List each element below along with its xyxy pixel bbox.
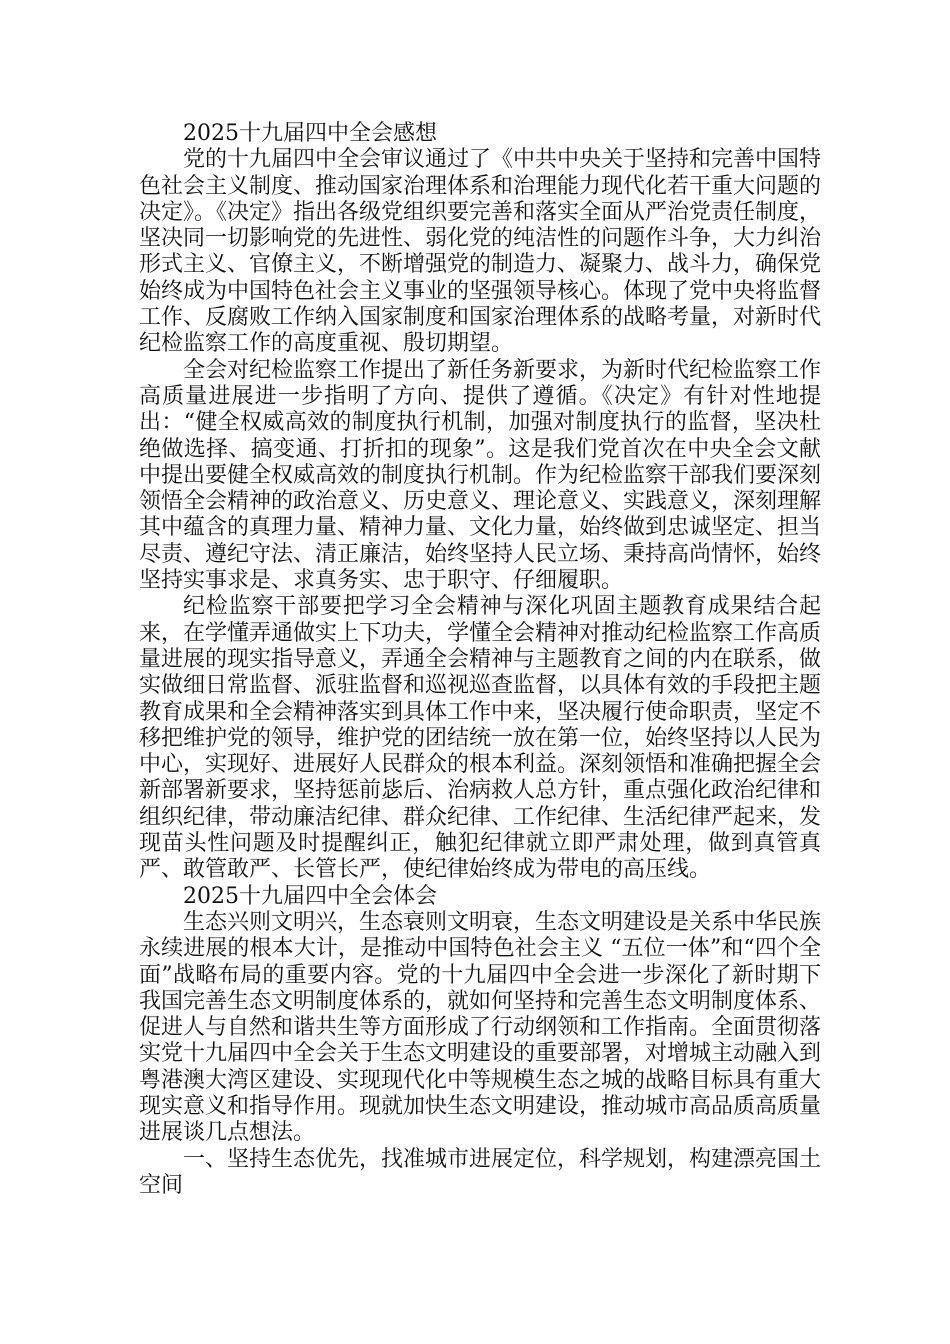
paragraph: 纪检监察干部要把学习全会精神与深化巩固主题教育成果结合起来，在学懂弄通做实上下功夫，学懂全会精神对推动纪检监察工作高质量进展的现实指导意义，弄通全会精神与主题教育之间的内在联系，做实做细日常监督、派驻监督和巡视巡查监督，以具体有效的手段把主题教育成果和全会精神落实到具体工作中来，坚决履行使命职责，坚定不移把维护党的领导，维护党的团结统一放在第一位，始终坚持以人民为中心，实现好、进展好人民群众的根本利益。深刻领悟和准确把握全会新部署新要求，坚持惩前毖后、治病救人总方针，重点强化政治纪律和组织纪律，带动廉洁纪律、群众纪律、工作纪律、生活纪律严起来，发现苗头性问题及时提醒纠正，触犯纪律就立即严肃处理，做到真管真严、敢管敢严、长管长严，使纪律始终成为带电的高压线。: [139, 594, 822, 883]
document-body: [139, 121, 821, 1199]
paragraph: 一、坚持生态优先，找准城市进展定位，科学规划，构建漂亮国土空间: [139, 1146, 822, 1198]
paragraph: 生态兴则文明兴，生态衰则文明衰，生态文明建设是关系中华民族永续进展的根本大计，是推动中国特色社会主义 “五位一体”和“四个全面”战略布局的重要内容。党的十九届四中全会进一步深化了新时期下我国完善生态文明制度体系的，就如何坚持和完善生态文明制度体系、促进人与自然和谐共生等方面形成了行动纲领和工作指南。全面贯彻落实党十九届四中全会关于生态文明建设的重要部署，对增城主动融入到粤港澳大湾区建设、实现现代化中等规模生态之城的战略目标具有重大现实意义和指导作用。现就加快生态文明建设，推动城市高品质高质量进展谈几点想法。: [139, 909, 822, 1146]
section-title-tihui: 2025十九届四中全会体会: [183, 883, 437, 909]
paragraph: 党的十九届四中全会审议通过了《中共中央关于坚持和完善中国特色社会主义制度、推动国家治理体系和治理能力现代化若干重大问题的决定》。《决定》指出各级党组织要完善和落实全面从严治党责任制度，坚决同一切影响党的先进性、弱化党的纯洁性的问题作斗争，大力纠治形式主义、官僚主义，不断增强党的制造力、凝聚力、战斗力，确保党始终成为中国特色社会主义事业的坚强领导核心。体现了党中央将监督工作、反腐败工作纳入国家制度和国家治理体系的战略考量，对新时代纪检监察工作的高度重视、殷切期望。: [139, 147, 822, 357]
paragraph: 全会对纪检监察工作提出了新任务新要求，为新时代纪检监察工作高质量进展进一步指明了方向、提供了遵循。《决定》有针对性地提出：“健全权威高效的制度执行机制，加强对制度执行的监督，坚决杜绝做选择、搞变通、打折扣的现象”。这是我们党首次在中央全会文献中提出要健全权威高效的制度执行机制。作为纪检监察干部我们要深刻领悟全会精神的政治意义、历史意义、理论意义、实践意义，深刻理解其中蕴含的真理力量、精神力量、文化力量，始终做到忠诚坚定、担当尽责、遵纪守法、清正廉洁，始终坚持人民立场、秉持高尚情怀，始终坚持实事求是、求真务实、忠于职守、仔细履职。: [139, 357, 822, 594]
section-title-ganxiang: 2025十九届四中全会感想: [183, 121, 437, 146]
